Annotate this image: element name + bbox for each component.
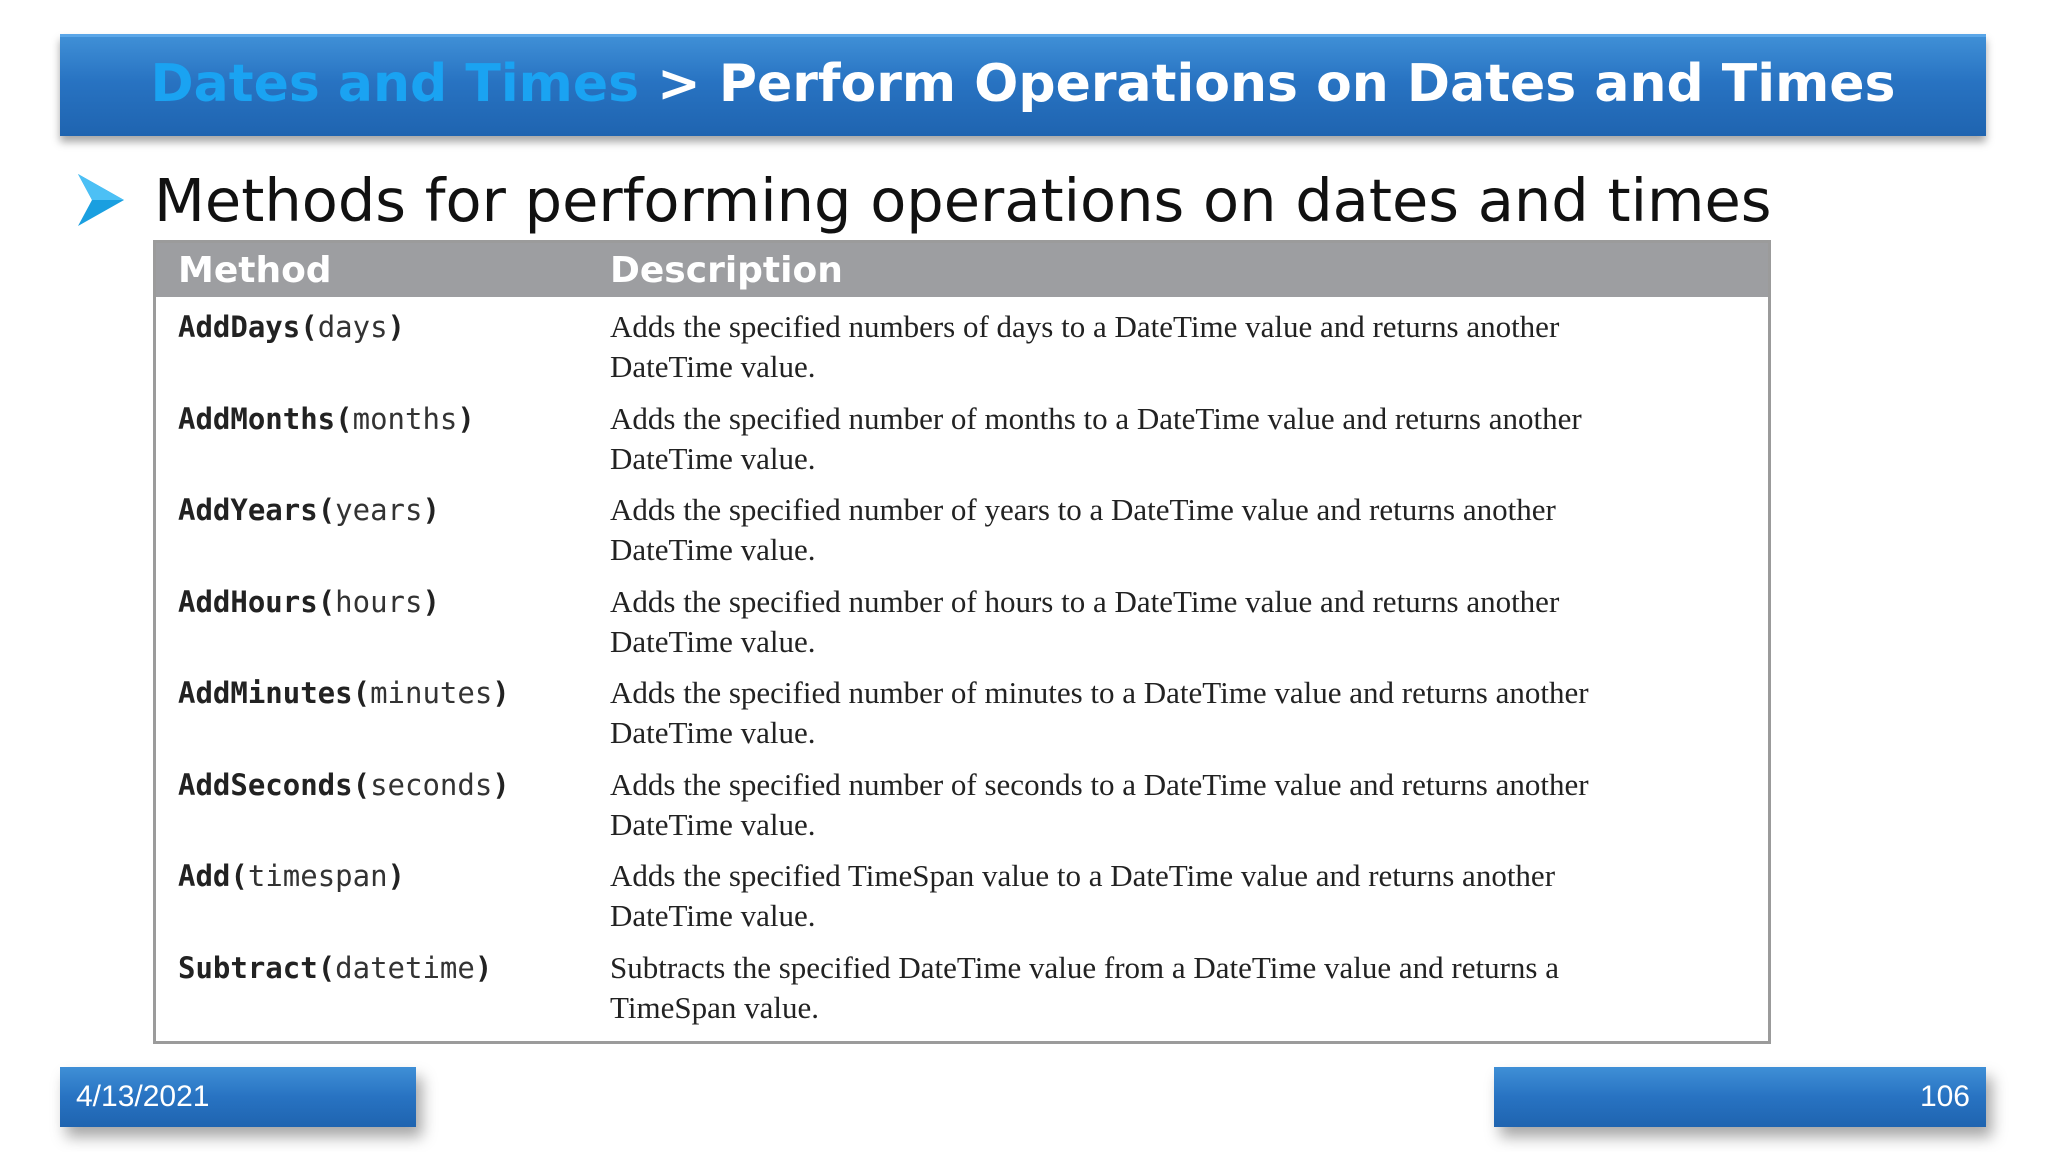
description-cell [610, 582, 1768, 674]
method-paren-close: ) [422, 493, 440, 527]
method-name: AddYears [178, 493, 318, 527]
method-name: Subtract [178, 950, 318, 985]
column-header-description: Description [610, 249, 843, 291]
method-paren-close: ) [422, 584, 440, 619]
slide-title [151, 54, 1896, 114]
description-cell [610, 765, 1768, 857]
method-paren-open: ( [317, 584, 336, 619]
table-row [156, 856, 1768, 948]
table-header-row [156, 243, 1768, 297]
description-cell [610, 673, 1768, 765]
method-paren-close: ) [457, 401, 475, 436]
method-argument: datetime [335, 950, 475, 985]
method-name: AddSeconds [178, 767, 353, 802]
description-line: DateTime value. [610, 532, 816, 567]
description-line: DateTime value. [610, 715, 816, 750]
title-breadcrumb-link[interactable]: Dates and Times [150, 53, 640, 114]
description-cell [610, 399, 1768, 491]
description-line: Adds the specified number of years to a DateTime value and returns another [610, 492, 1556, 527]
table-row [156, 765, 1768, 857]
description-line: Adds the specified number of seconds to a DateTime value and returns another [610, 766, 1589, 802]
method-paren-open: ( [300, 310, 318, 344]
method-argument: timespan [247, 859, 388, 893]
method-paren-open: ( [317, 493, 336, 527]
bullet-text: Methods for performing operations on dates and times [154, 165, 1772, 235]
method-cell [156, 673, 610, 765]
method-argument: years [335, 493, 423, 527]
method-argument: seconds [370, 767, 493, 802]
description-cell [610, 948, 1768, 1040]
method-paren-open: ( [230, 859, 248, 893]
method-paren-close: ) [387, 310, 405, 344]
table-row [156, 490, 1768, 582]
method-paren-open: ( [317, 950, 336, 985]
method-paren-open: ( [335, 401, 353, 436]
method-argument: minutes [370, 676, 493, 710]
method-cell [156, 948, 610, 1040]
method-cell [156, 856, 610, 948]
footer-date-bar [60, 1067, 416, 1127]
description-line: Subtracts the specified DateTime value from a DateTime value and returns a [610, 949, 1559, 985]
table-row [156, 399, 1768, 491]
description-cell [610, 856, 1768, 948]
slide-title-banner [60, 34, 1986, 136]
methods-table [153, 240, 1771, 1044]
table-row [156, 673, 1768, 765]
method-argument: days [317, 310, 388, 344]
method-argument: hours [335, 584, 423, 619]
bullet-heading [78, 162, 1772, 238]
method-argument: months [352, 401, 458, 436]
method-cell [156, 399, 610, 491]
description-line: Adds the specified TimeSpan value to a DateTime value and returns another [610, 858, 1556, 893]
description-line: DateTime value. [610, 440, 816, 476]
method-paren-open: ( [352, 767, 371, 802]
method-paren-close: ) [474, 950, 493, 985]
method-name: Add [178, 859, 231, 893]
method-paren-close: ) [492, 767, 510, 802]
method-cell [156, 582, 610, 674]
table-row [156, 948, 1768, 1040]
description-line: DateTime value. [610, 623, 816, 659]
method-name: AddMinutes [178, 676, 353, 710]
column-header-method: Method [178, 249, 332, 291]
description-line: TimeSpan value. [610, 989, 819, 1025]
description-line: Adds the specified numbers of days to a DateTime value and returns another [610, 309, 1560, 344]
description-cell [610, 307, 1768, 399]
description-line: DateTime value. [610, 898, 816, 933]
table-row [156, 582, 1768, 674]
method-cell [156, 490, 610, 582]
title-heading: > Perform Operations on Dates and Times [639, 53, 1896, 114]
description-line: DateTime value. [610, 349, 816, 384]
method-paren-open: ( [352, 676, 371, 710]
description-line: Adds the specified number of months to a DateTime value and returns another [610, 400, 1582, 436]
arrowhead-bullet-icon [78, 174, 124, 226]
method-cell [156, 765, 610, 857]
method-name: AddDays [178, 310, 301, 344]
description-cell [610, 490, 1768, 582]
method-name: AddMonths [178, 401, 336, 436]
method-cell [156, 307, 610, 399]
method-name: AddHours [178, 584, 318, 619]
description-line: Adds the specified number of hours to a DateTime value and returns another [610, 583, 1560, 619]
table-row [156, 307, 1768, 399]
table-body [156, 297, 1768, 1039]
footer-date: 4/13/2021 [76, 1080, 210, 1113]
page-number: 106 [1919, 1080, 1970, 1113]
description-line: Adds the specified number of minutes to a DateTime value and returns another [610, 675, 1589, 710]
description-line: DateTime value. [610, 806, 816, 842]
method-paren-close: ) [492, 676, 510, 710]
footer-page-bar [1494, 1067, 1986, 1127]
method-paren-close: ) [387, 859, 406, 893]
